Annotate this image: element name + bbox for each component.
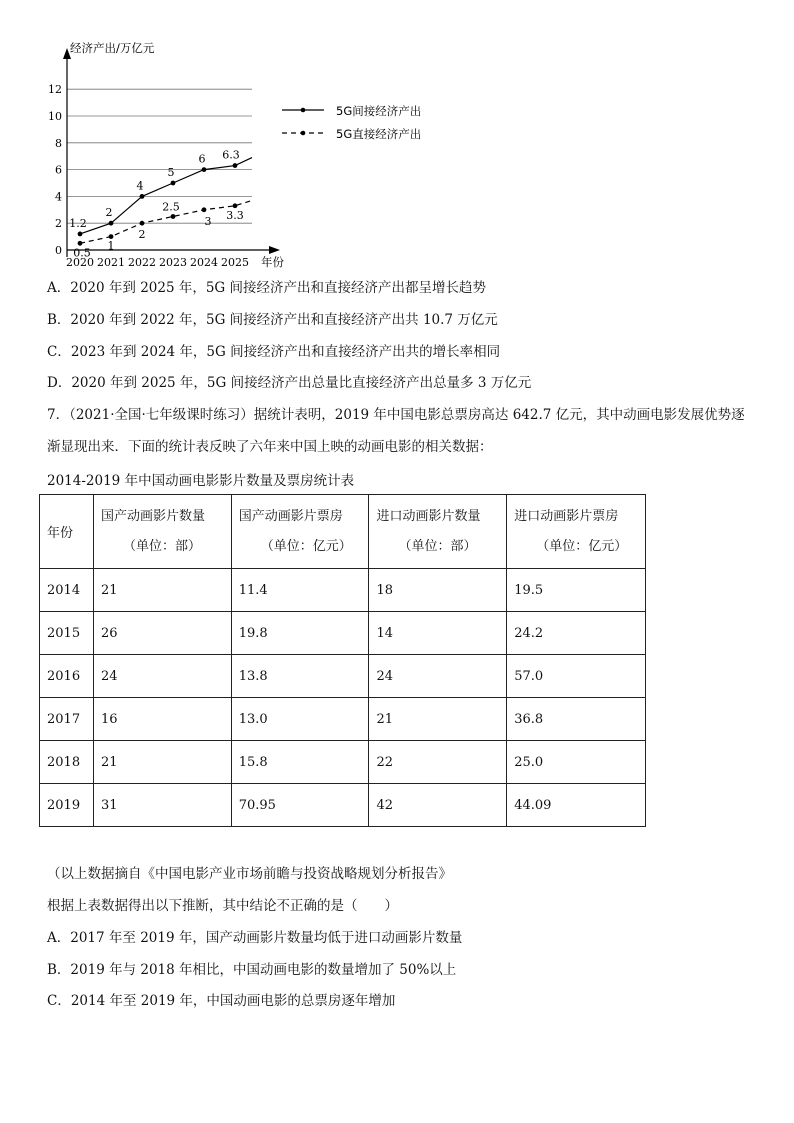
cell: 25.0 — [507, 741, 646, 784]
q7-stem-line1: 7．（2021·全国·七年级课时练习）据统计表明，2019 年中国电影总票房高达 642.7 亿元，其中动画电影发展优势逐 — [47, 407, 745, 423]
data-point — [202, 207, 207, 212]
header-label: 国产动画影片数量 — [100, 508, 205, 524]
cell: 19.8 — [231, 612, 369, 655]
y-tick-label: 12 — [48, 83, 62, 97]
cell: 15.8 — [231, 741, 369, 784]
cell: 2014 — [40, 569, 94, 612]
animation-stats-table — [39, 494, 646, 827]
x-tick-label: 2021 — [97, 256, 125, 269]
cell: 24.2 — [507, 612, 646, 655]
cell: 14 — [369, 612, 507, 655]
q6-option-a: A．2020 年到 2025 年，5G 间接经济产出和直接经济产出都呈增长趋势 — [47, 280, 486, 296]
data-point — [171, 181, 176, 186]
data-label: 4 — [136, 179, 144, 193]
header-cell-domestic-box — [231, 495, 369, 569]
data-point — [109, 234, 114, 239]
header-label: 年份 — [47, 526, 74, 541]
y-tick-label: 0 — [55, 244, 62, 257]
data-point — [140, 194, 145, 199]
q6-option-d: D．2020 年到 2025 年，5G 间接经济产出总量比直接经济产出总量多 3 万亿元 — [47, 375, 532, 391]
y-tick-labels — [48, 83, 62, 257]
y-tick-label: 8 — [55, 136, 62, 150]
cell: 13.0 — [231, 698, 369, 741]
data-label: 2 — [138, 228, 146, 242]
data-point — [78, 241, 83, 246]
cell: 44.09 — [507, 784, 646, 827]
legend-label-indirect: 5G间接经济产出 — [336, 104, 422, 118]
cell: 24 — [369, 655, 507, 698]
header-label: 进口动画影片数量 — [376, 508, 481, 524]
table-row — [40, 569, 646, 612]
legend-label-direct: 5G直接经济产出 — [336, 127, 422, 141]
data-point — [202, 167, 207, 172]
data-label: 0.5 — [73, 246, 91, 260]
x-tick-labels — [66, 256, 249, 269]
data-label: 3.3 — [226, 208, 244, 222]
data-label: 1 — [107, 239, 115, 253]
header-label: 进口动画影片票房 — [514, 508, 619, 524]
data-point — [171, 214, 176, 219]
cell: 2015 — [40, 612, 94, 655]
q7-option-a: A．2017 年至 2019 年，国产动画影片数量均低于进口动画影片数量 — [47, 930, 463, 946]
chart-legend — [282, 104, 421, 141]
table-row — [40, 655, 646, 698]
cell: 21 — [93, 741, 231, 784]
x-tick-label: 2023 — [159, 256, 187, 269]
cell: 2016 — [40, 655, 94, 698]
data-point — [109, 221, 114, 226]
data-point — [140, 221, 145, 226]
cell: 16 — [93, 698, 231, 741]
table-row — [40, 741, 646, 784]
cell: 42 — [369, 784, 507, 827]
cell: 19.5 — [507, 569, 646, 612]
header-cell-import-box — [507, 495, 646, 569]
q6-option-c: C．2023 年到 2024 年，5G 间接经济产出和直接经济产出共的增长率相同 — [47, 344, 501, 360]
y-tick-label: 6 — [55, 163, 62, 177]
header-label: 国产动画影片票房 — [238, 508, 343, 524]
cell: 31 — [93, 784, 231, 827]
legend-marker-indirect — [301, 108, 306, 113]
q7-option-b: B．2019 年与 2018 年相比，中国动画电影的数量增加了 50%以上 — [47, 962, 457, 978]
header-cell-import-count — [369, 495, 507, 569]
x-tick-label: 2024 — [190, 256, 218, 269]
header-unit: （单位：亿元） — [260, 538, 352, 554]
data-source-note: （以上数据摘自《中国电影产业市场前瞻与投资战略规划分析报告》 — [47, 866, 452, 882]
y-axis-label: 经济产出/万亿元 — [70, 41, 155, 55]
data-label: 2 — [105, 206, 113, 220]
economic-output-line-chart — [40, 34, 422, 274]
data-label: 2.5 — [162, 200, 180, 214]
y-tick-label: 4 — [55, 190, 62, 204]
y-tick-label: 2 — [55, 217, 62, 231]
header-unit: （单位：部） — [122, 538, 201, 554]
x-tick-label: 2022 — [128, 256, 156, 269]
cell: 13.8 — [231, 655, 369, 698]
data-label: 6.3 — [222, 148, 240, 162]
cell: 57.0 — [507, 655, 646, 698]
q6-option-b: B．2020 年到 2022 年，5G 间接经济产出和直接经济产出共 10.7 万亿元 — [47, 312, 498, 328]
cell: 18 — [369, 569, 507, 612]
cell: 2017 — [40, 698, 94, 741]
data-label: 6 — [198, 152, 206, 166]
table-row — [40, 612, 646, 655]
q7-option-c: C．2014 年至 2019 年，中国动画电影的总票房逐年增加 — [47, 993, 396, 1009]
table-row — [40, 784, 646, 827]
indirect-output-line — [80, 158, 252, 234]
y-tick-label: 10 — [48, 110, 62, 123]
table-caption: 2014-2019 年中国动画电影影片数量及票房统计表 — [47, 473, 355, 489]
data-point — [78, 232, 83, 237]
x-axis-label: 年份 — [261, 255, 284, 269]
cell: 11.4 — [231, 569, 369, 612]
legend-marker-direct — [301, 131, 306, 136]
header-unit: （单位：亿元） — [536, 538, 628, 554]
data-label: 5 — [167, 166, 175, 179]
cell: 2018 — [40, 741, 94, 784]
header-unit: （单位：部） — [398, 538, 477, 554]
header-cell-domestic-count — [93, 495, 231, 569]
data-label: 1.2 — [69, 216, 87, 230]
cell: 24 — [93, 655, 231, 698]
data-point — [233, 203, 238, 208]
cell: 2019 — [40, 784, 94, 827]
table-header-row — [40, 495, 646, 569]
header-cell-year — [40, 495, 94, 569]
data-labels — [69, 149, 244, 260]
data-label: 3 — [204, 214, 212, 228]
table-row — [40, 698, 646, 741]
cell: 26 — [93, 612, 231, 655]
cell: 21 — [369, 698, 507, 741]
q7-question: 根据上表数据得出以下推断，其中结论不正确的是（ ） — [47, 898, 398, 914]
x-tick-label: 2025 — [221, 256, 249, 269]
x-tick-label: 2020 — [66, 256, 94, 269]
chart-axes — [63, 48, 280, 260]
cell: 22 — [369, 741, 507, 784]
cell: 36.8 — [507, 698, 646, 741]
q7-stem-line2: 渐显现出来．下面的统计表反映了六年来中国上映的动画电影的相关数据： — [47, 439, 493, 455]
data-point — [233, 163, 238, 168]
cell: 70.95 — [231, 784, 369, 827]
cell: 21 — [93, 569, 231, 612]
